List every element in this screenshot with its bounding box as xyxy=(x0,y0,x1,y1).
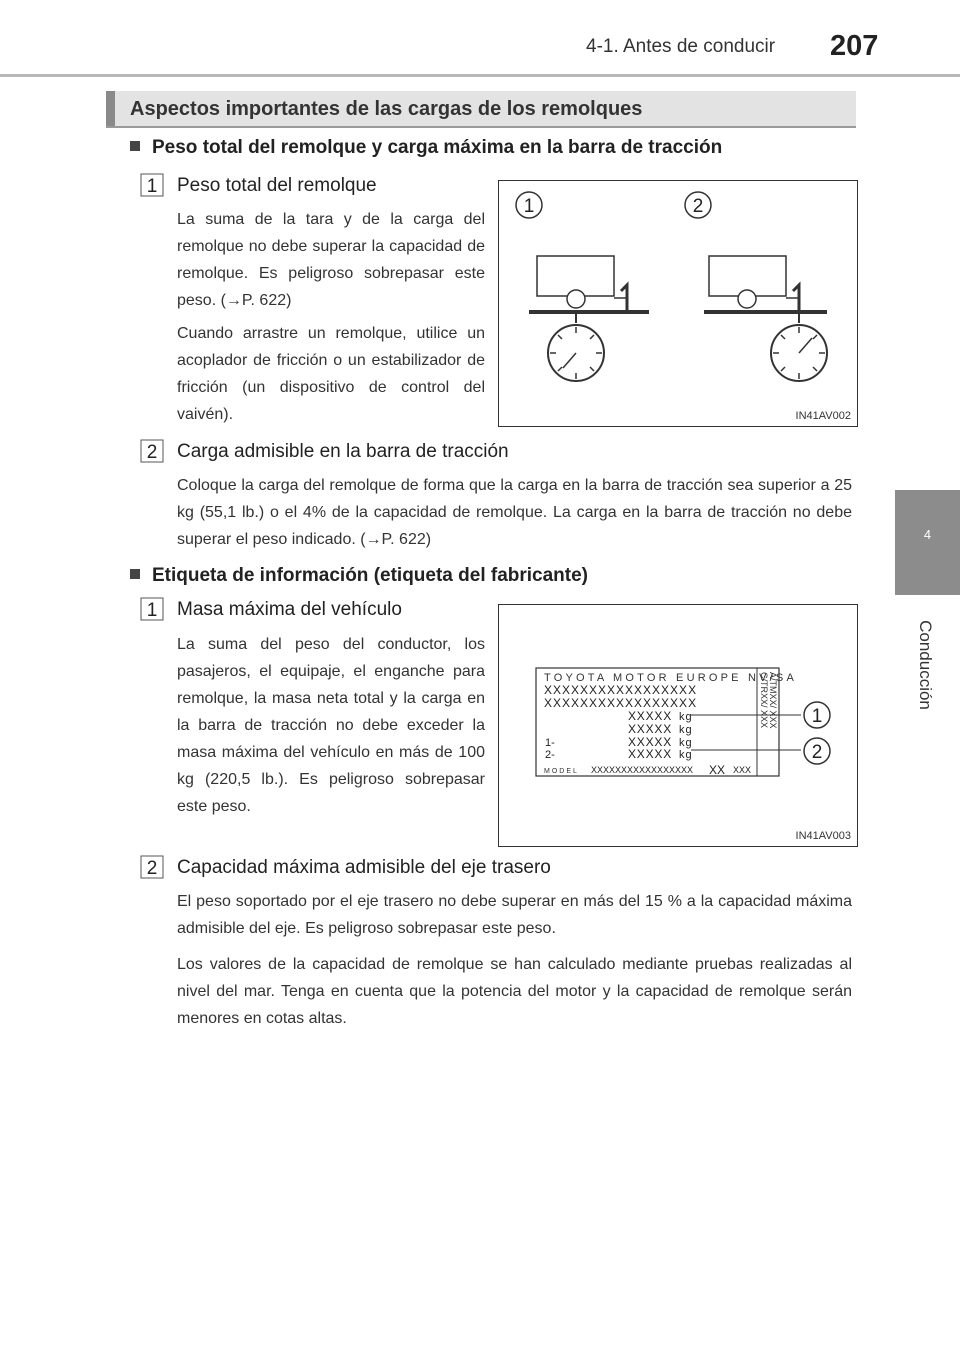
label-weight: XXXXX xyxy=(628,709,673,723)
paragraph: El peso soportado por el eje trasero no debe superar en más del 15 % a la capacidad máxima admisible del eje. Es peligroso sobrepasar este peso. xyxy=(177,893,852,937)
trailer-scale-illustration xyxy=(499,181,857,426)
label-row: XXXXXXXXXXXXXXXXX xyxy=(544,683,698,697)
callout-2: 2 xyxy=(692,196,704,217)
item-title: Capacidad máxima admisible del eje trasero xyxy=(177,857,551,878)
paragraph: Cuando arrastre un remolque, utilice un acoplador de fricción o un estabilizador de fricción (un dispositivo de control del vaivén). xyxy=(177,325,485,423)
header-rule xyxy=(0,74,960,77)
label-model-caption: MODEL xyxy=(544,768,579,775)
item-title: Peso total del remolque xyxy=(177,175,377,196)
label-unit: kg xyxy=(679,749,693,761)
paragraph: Los valores de la capacidad de remolque se han calculado mediante pruebas realizadas al nivel del mar. Tenga en cuenta que la potencia del motor y la capacidad de remolque serán menores en cotas altas. xyxy=(177,956,852,1027)
item-number-2 xyxy=(140,439,164,463)
subheading-text: Peso total del remolque y carga máxima en la barra de tracción xyxy=(152,137,723,158)
label-side-column: C/TRXX/ XXX xyxy=(759,672,769,729)
item-number-text: 2 xyxy=(146,442,158,463)
label-weight: XXXXX xyxy=(628,735,673,749)
item-number-text: 1 xyxy=(146,600,158,621)
page-number: 207 xyxy=(830,30,879,62)
item-number-text: 1 xyxy=(146,176,158,197)
subheading-trailer-weight xyxy=(130,137,722,159)
subheading-info-label xyxy=(130,565,588,587)
paragraph: Coloque la carga del remolque de forma que la carga en la barra de tracción sea superior a 25 kg (55,1 lb.) o el 4% de la capacidad de remolque. La carga en la barra de tracción no debe superar el peso indicado. (→P. 622) xyxy=(177,477,852,548)
figure-code: IN41AV002 xyxy=(795,410,851,422)
item-title: Masa máxima del vehículo xyxy=(177,599,402,620)
chapter-number: 4 xyxy=(923,527,932,542)
chapter-label xyxy=(905,610,945,720)
item-title: Carga admisible en la barra de tracción xyxy=(177,441,509,462)
chapter-label-text: Conducción xyxy=(916,620,935,710)
subheading-text: Etiqueta de información (etiqueta del fabricante) xyxy=(152,565,589,586)
item-number-1 xyxy=(140,597,164,621)
callout-1: 1 xyxy=(523,196,535,217)
paragraph: La suma del peso del conductor, los pasajeros, el equipaje, el enganche para remolque, la masa neta total y la carga en la barra de tracción no debe exceder la masa máxima del vehículo en más de 100 kg (220,5 lb.). Es peligroso sobrepasar este peso. xyxy=(177,636,485,815)
callout-2: 2 xyxy=(811,742,823,763)
label-weight: XXXXX xyxy=(628,722,673,736)
label-axle-2: 2- xyxy=(545,749,555,761)
label-unit: kg xyxy=(679,724,693,736)
label-model-value: XXXXXXXXXXXXXXXXX xyxy=(591,765,694,775)
running-header-section: 4-1. Antes de conducir xyxy=(586,36,776,57)
square-bullet-icon xyxy=(130,569,140,579)
label-model-xx: XX xyxy=(709,763,726,777)
callout-1: 1 xyxy=(811,706,823,727)
label-row: XXXXXXXXXXXXXXXXX xyxy=(544,696,698,710)
item-number-1 xyxy=(140,173,164,197)
label-unit: kg xyxy=(679,737,693,749)
item-number-2 xyxy=(140,855,164,879)
section-accent xyxy=(106,91,115,126)
figure-code: IN41AV003 xyxy=(795,830,851,842)
figure-trailer-weight xyxy=(498,180,858,427)
label-title: TOYOTA MOTOR EUROPE NV/SA xyxy=(544,672,797,684)
chapter-tab xyxy=(895,490,960,595)
section-title: Aspectos importantes de las cargas de los remolques xyxy=(130,98,643,120)
label-unit: kg xyxy=(679,711,693,723)
label-side-column: A/TMXX/ XXX xyxy=(768,672,778,729)
square-bullet-icon xyxy=(130,141,140,151)
label-weight: XXXXX xyxy=(628,747,673,761)
label-model-tail: XXX xyxy=(733,765,752,775)
paragraph: La suma de la tara y de la carga del remolque no debe superar la capacidad de remolque. Es peligroso sobrepasar este peso. (→P. 622) xyxy=(177,211,485,309)
figure-manufacturer-label xyxy=(498,604,858,847)
section-title-bar xyxy=(106,91,856,128)
item-number-text: 2 xyxy=(146,858,158,879)
label-axle-1: 1- xyxy=(545,737,555,749)
label-illustration xyxy=(499,605,857,846)
